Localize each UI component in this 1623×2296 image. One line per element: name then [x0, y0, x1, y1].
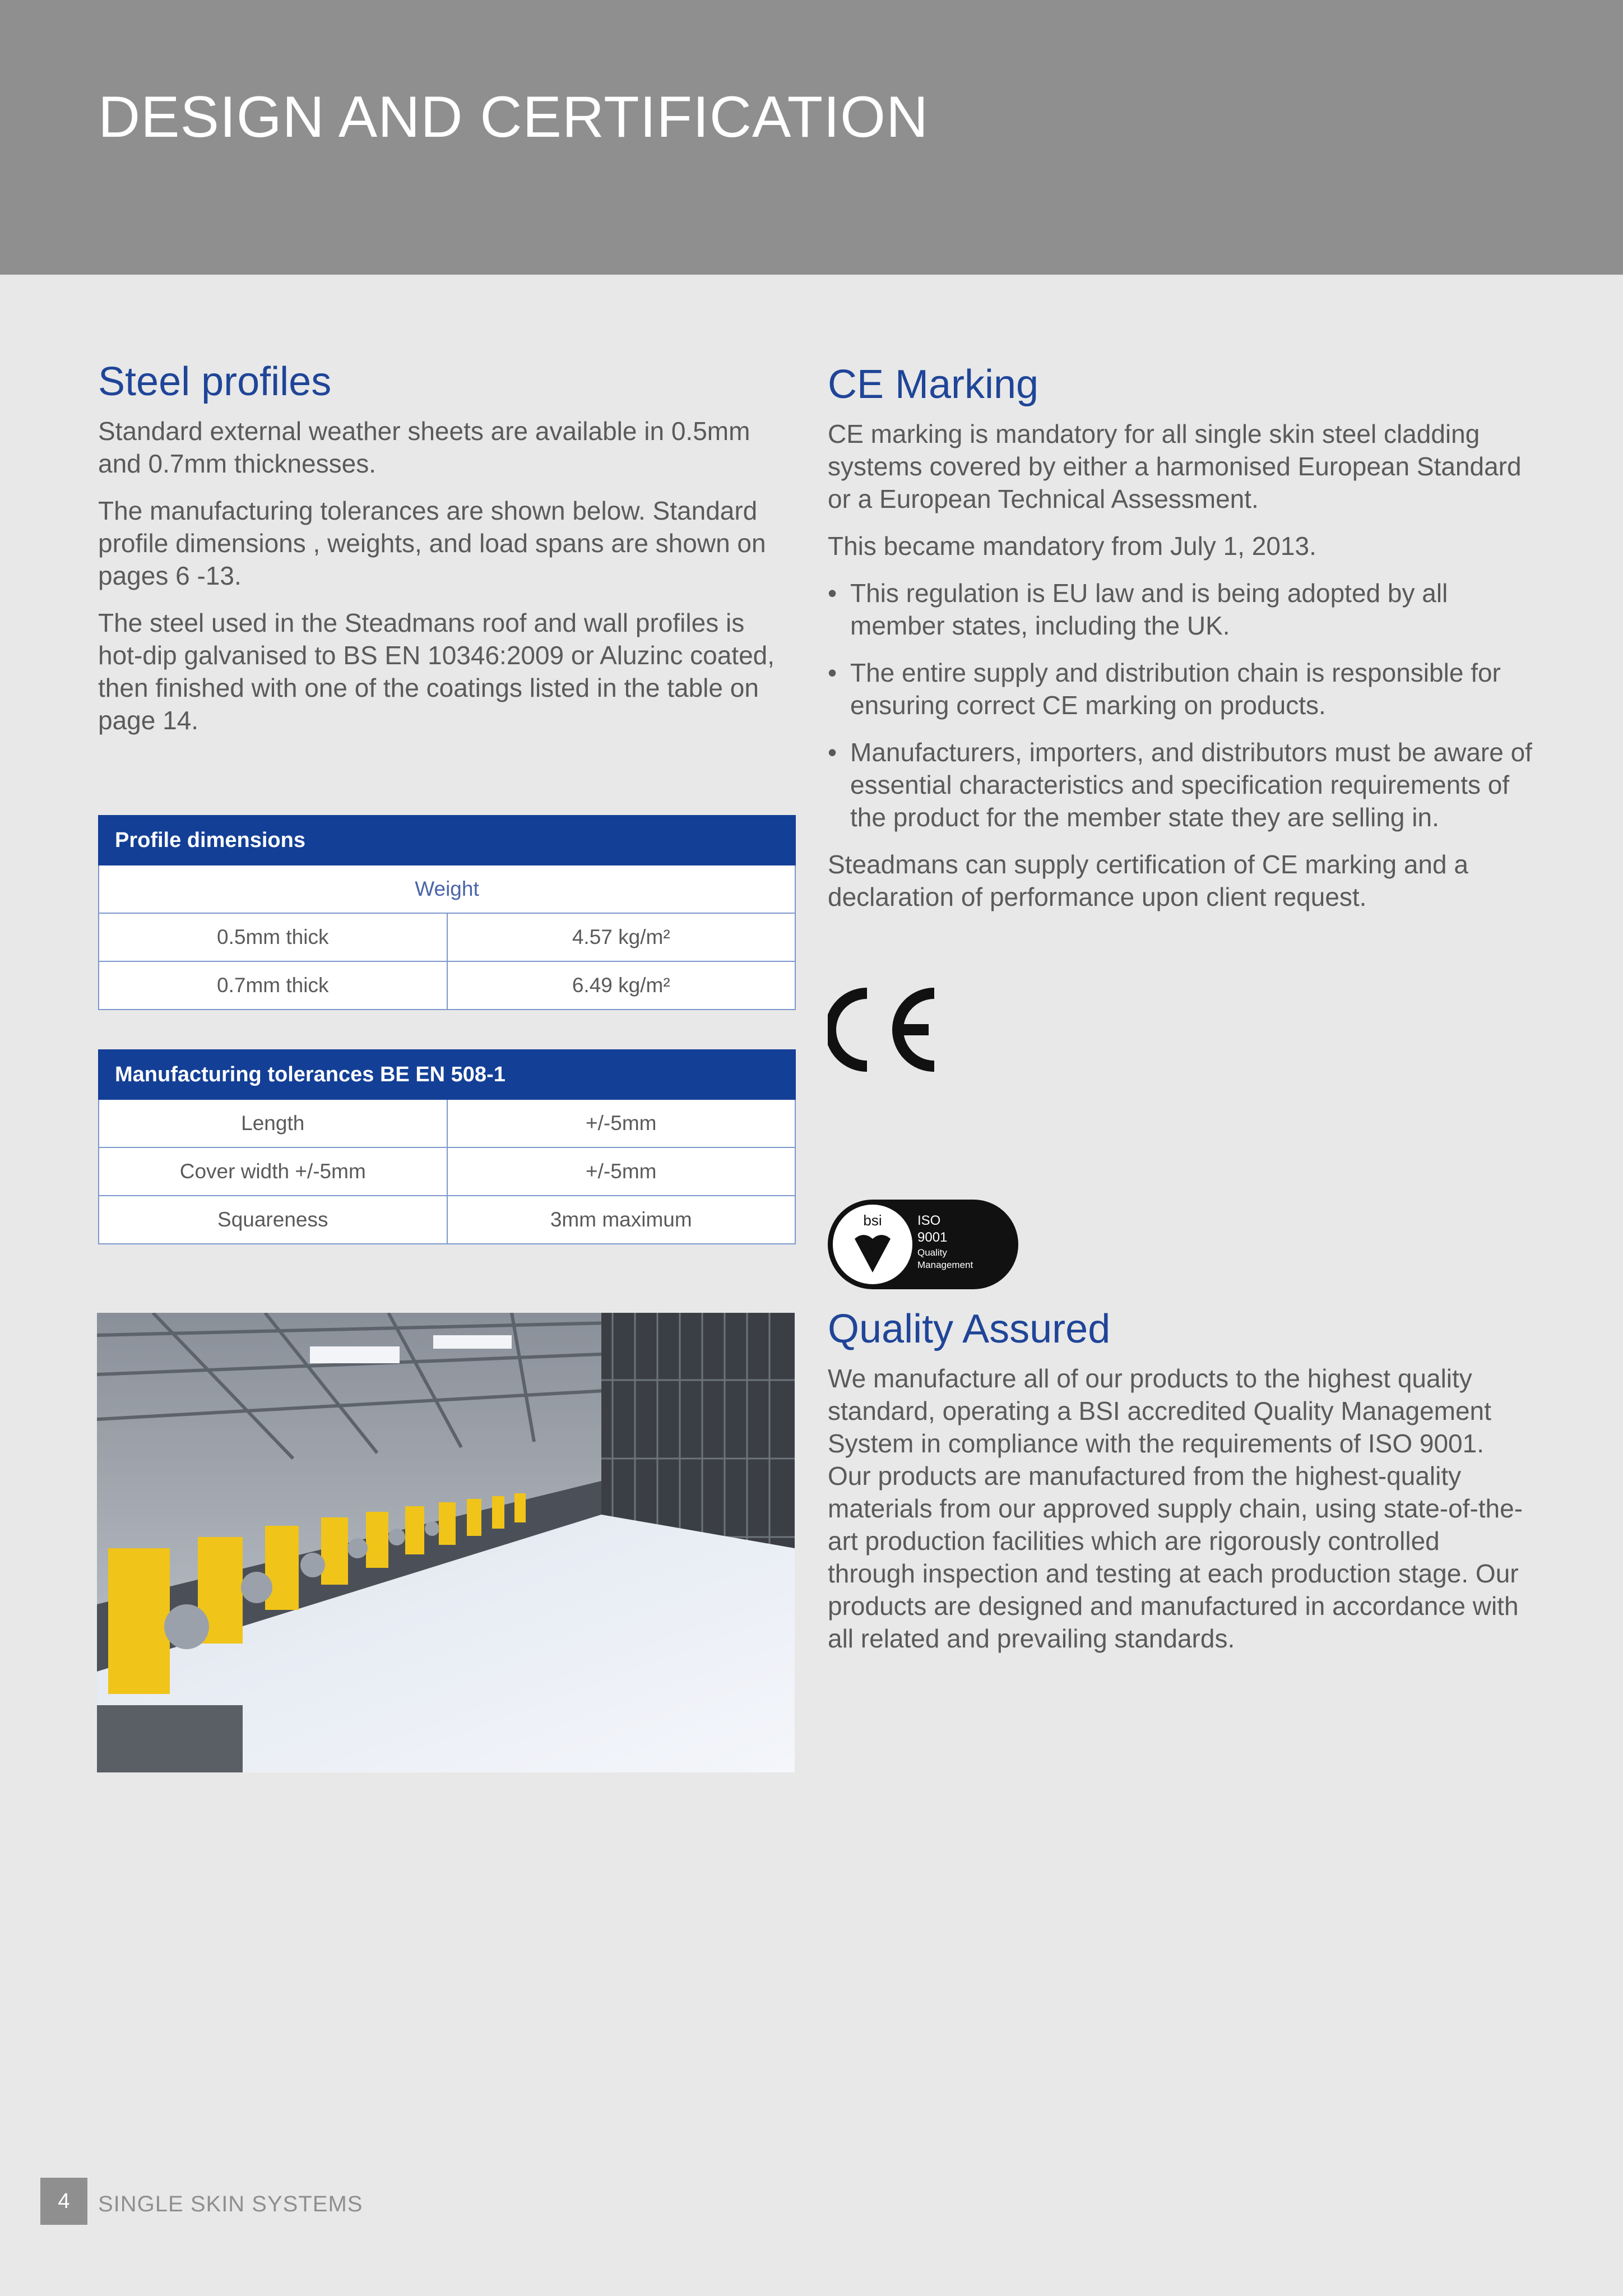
bsi-line: Management [917, 1260, 973, 1270]
profile-dimensions-table [98, 815, 796, 1010]
steel-profiles-heading: Steel profiles [98, 359, 332, 404]
bsi-iso-9001-logo-icon [828, 1200, 1018, 1289]
tolerances-title: Manufacturing tolerances BE EN 508-1 [99, 1050, 795, 1099]
table-cell: 6.49 kg/m² [447, 961, 796, 1010]
manufacturing-tolerances-table [98, 1049, 796, 1244]
table-row [99, 1147, 795, 1196]
table-row [99, 961, 795, 1010]
bsi-line: 9001 [917, 1230, 948, 1245]
factory-illustration [97, 1313, 795, 1772]
table-row [99, 1196, 795, 1244]
quality-assured-section [828, 1306, 1534, 1669]
factory-photo [97, 1313, 795, 1772]
table-cell: Squareness [99, 1196, 447, 1244]
ce-logo-icon [828, 988, 940, 1072]
page-header [0, 0, 1623, 275]
ce-marking-bullets [828, 577, 1534, 834]
list-item: • The entire supply and distribution chain is responsible for ensuring correct CE marking on products. [828, 656, 1534, 721]
list-item: • Manufacturers, importers, and distributors must be aware of essential characteristics and specification requirements of the product for the member state they are selling in. [828, 736, 1534, 834]
table-cell: Length [99, 1099, 447, 1147]
table-cell: Cover width +/-5mm [99, 1147, 447, 1196]
page-number: 4 [40, 2178, 87, 2225]
quality-assured-heading: Quality Assured [828, 1307, 1111, 1351]
steel-profiles-paragraph: Standard external weather sheets are available in 0.5mm and 0.7mm thicknesses. [98, 416, 750, 478]
weight-subheader: Weight [99, 865, 795, 913]
steel-profiles-section [98, 359, 796, 751]
ce-marking-date: This became mandatory from July 1, 2013. [828, 531, 1316, 561]
profile-dimensions-title: Profile dimensions [99, 816, 795, 865]
table-row [99, 1099, 795, 1147]
table-cell: +/-5mm [447, 1099, 796, 1147]
table-row [99, 913, 795, 961]
bsi-line: ISO [917, 1213, 941, 1228]
ce-marking-intro: CE marking is mandatory for all single skin steel cladding systems covered by either a harmonised European Standard or a European Technical Assessment. [828, 419, 1522, 513]
ce-marking-closing: Steadmans can supply certification of CE marking and a declaration of performance upon client request. [828, 850, 1468, 911]
page-title: DESIGN AND CERTIFICATION [98, 85, 929, 150]
table-cell: 4.57 kg/m² [447, 913, 796, 961]
steel-profiles-paragraph: The steel used in the Steadmans roof and wall profiles is hot-dip galvanised to BS EN 10346:2009 or Aluzinc coated, then finished with one of the coatings listed in the table on page 14. [98, 608, 775, 735]
ce-marking-heading: CE Marking [828, 362, 1039, 407]
list-item: • This regulation is EU law and is being adopted by all member states, including the UK. [828, 577, 1534, 642]
table-cell: 0.5mm thick [99, 913, 447, 961]
table-cell: +/-5mm [447, 1147, 796, 1196]
table-cell: 3mm maximum [447, 1196, 796, 1244]
ce-marking-section [828, 362, 1534, 928]
table-cell: 0.7mm thick [99, 961, 447, 1010]
bsi-line: Quality [917, 1247, 947, 1258]
steel-profiles-paragraph: The manufacturing tolerances are shown below. Standard profile dimensions , weights, and load spans are shown on pages 6 -13. [98, 496, 766, 590]
bsi-brand-text: bsi [863, 1212, 882, 1229]
footer-section-title: SINGLE SKIN SYSTEMS [98, 2192, 363, 2216]
quality-assured-text: We manufacture all of our products to the highest quality standard, operating a BSI accredited Quality Management System in compliance with the requirements of ISO 9001. Our products are manufactured from the highest-quality materials from our approved supply chain, using state-of-the-art production facilities which are rigorously controlled through inspection and testing at each production stage. Our products are designed and manufactured in accordance with all related and prevailing standards. [828, 1364, 1523, 1653]
